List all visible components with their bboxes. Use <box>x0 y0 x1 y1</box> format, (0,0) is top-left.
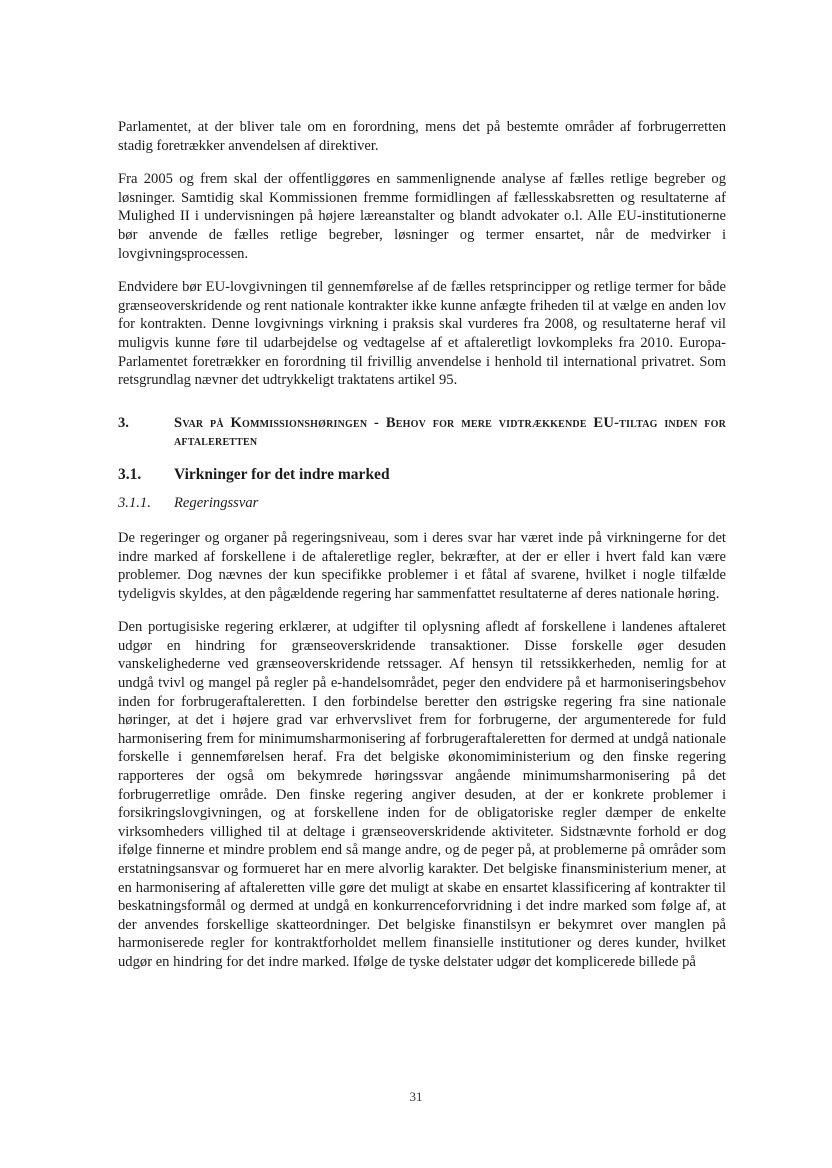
document-page <box>118 118 726 987</box>
paragraph: Parlamentet, at der bliver tale om en forordning, mens det på bestemte områder af forbrugerretten stadig foretrækker anvendelsen af direktiver. <box>118 119 726 154</box>
section-title: Virkninger for det indre marked <box>174 465 390 483</box>
section-3-1-heading <box>118 465 726 485</box>
section-3-heading <box>118 414 726 451</box>
section-title: Regeringssvar <box>174 494 259 511</box>
section-3-1-1-heading <box>118 493 726 513</box>
paragraph: Fra 2005 og frem skal der offentliggøres en sammenlignende analyse af fælles retlige begreber og løsninger. Samtidig skal Kommissionen fremme formidlingen af fællesskabsretten og resultaterne af Mulighed II i undervisningen på højere læreanstalter og blandt advokater o.l. Alle EU-institutionerne bør anvende de fælles retlige begreber, løsninger og termer ensartet, når de medvirker i lovgivningsprocessen. <box>118 171 726 262</box>
paragraph: Endvidere bør EU-lovgivningen til gennemførelse af de fælles retsprincipper og retlige termer for både grænseoverskridende og rent nationale kontrakter ikke kunne anfægte friheden til at vælge en anden lov for kontrakten. Denne lovgivnings virkning i praksis skal vurderes fra 2008, og resultaterne heraf vil muligvis kunne føre til udarbejdelse og vedtagelse af et aftaleretligt lovkompleks fra 2010. Europa-Parlamentet foretrækker en forordning til frivillig anvendelse i henhold til international privatret. Som retsgrundlag nævner det udtrykkeligt traktatens artikel 95. <box>118 279 726 389</box>
section-number: 3.1.1. <box>118 494 151 511</box>
page-number: 31 <box>409 1089 423 1104</box>
paragraph: De regeringer og organer på regeringsniveau, som i deres svar har været inde på virkningerne for det indre marked af forskellene i de aftaleretlige regler, bekræfter, at der er eller i hvert fald kan være problemer. Dog nævnes der kun specifikke problemer i et fåtal af svarene, hvilket i nogle tilfælde tydeligvis skyldes, at den pågældende regering har sammenfattet resultaterne af deres nationale høring. <box>118 529 726 602</box>
section-number: 3. <box>118 414 129 431</box>
section-number: 3.1. <box>118 465 142 483</box>
paragraph: Den portugisiske regering erklærer, at udgifter til oplysning afledt af forskellene i landenes aftaleret udgør en hindring for grænseoverskridende transaktioner. Disse forskelle øger desuden vanskelighederne ved grænseoverskridende retssager. Af hensyn til retssikkerheden, nemlig for at undgå tvivl og mangel på regler på e-handelsområdet, peger den endvidere på et harmoniseringsbehov inden for forbrugeraftaleretten. I den forbindelse beretter den østrigske regering fra sine nationale høringer, at det i højere grad var erhvervslivet frem for forbrugerne, der argumenterede for fuld harmonisering frem for minimumsharmonisering af forbrugeraftaleretten for dermed at undgå nationale forskelle i gennemførelsen heraf. Fra det belgiske økonomiministerium og den finske regering rapporteres der også om bekymrede høringssvar angående minimumsharmonisering på det forbrugerretlige område. Den finske regering angiver desuden, at der er konkrete problemer i forsikringslovgivningen, og at forskellene inden for de obligatoriske regler dæmper de enkelte virksomheders villighed til at deltage i grænseoverskridende aktiviteter. Sidstnævnte forhold er dog ifølge finnerne et mindre problem end så mange andre, og de peger på, at problemerne på områder som erstatningsansvar og formueret har en mere alvorlig karakter. Det belgiske finansministerium mener, at en harmonisering af aftaleretten ville gøre det muligt at skabe en ensartet klassificering af kontrakter til beskatningsformål og dermed at undgå en konkurrenceforvridning i det indre marked som følge af, at der anvendes forskellige skatteordninger. Det belgiske finanstilsyn er bekymret over manglen på harmoniserede regler for kontraktforholdet mellem finansielle institutioner og deres kunder, hvilket udgør en hindring for det indre marked. Ifølge de tyske delstater udgør det komplicerede billede på <box>118 619 726 970</box>
section-title: Svar på Kommissionshøringen - Behov for mere vidtrækkende EU-tiltag inden for aftaleretten <box>174 414 726 450</box>
